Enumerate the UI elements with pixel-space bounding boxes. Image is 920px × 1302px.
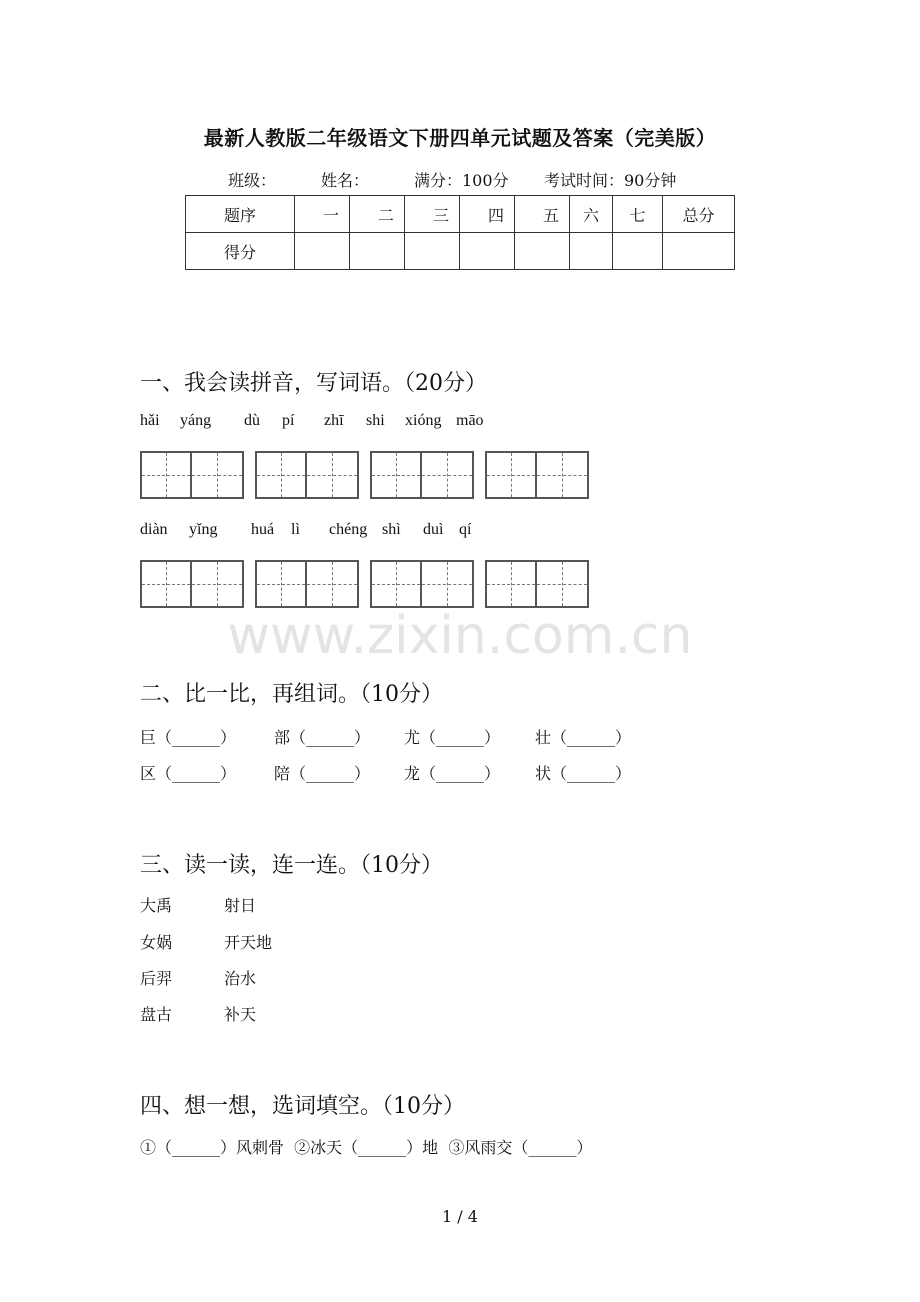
writing-cell[interactable] [370,560,422,608]
match-right[interactable]: 射日 [224,896,257,915]
pinyin: diàn [140,521,168,538]
page-number: 1 / 4 [442,1207,478,1226]
pinyin: yǐng [189,521,218,538]
writing-cell[interactable] [537,451,589,499]
pinyin: yáng [180,412,212,429]
score-table [185,195,735,270]
word-boxes [370,451,474,499]
writing-cell[interactable] [485,451,537,499]
score-cell[interactable] [663,233,735,270]
header-cell: 四 [460,196,515,233]
score-cell[interactable] [350,233,405,270]
pinyin: xióng [405,412,442,429]
word-boxes [140,451,244,499]
section-4-heading: 四、想一想，选词填空。（10分） [140,1094,465,1119]
header-cell: 总分 [663,196,735,233]
document-title: 最新人教版二年级语文下册四单元试题及答案（完美版） [203,126,717,150]
compare-item[interactable]: 龙（______） [404,764,501,783]
writing-cell[interactable] [537,560,589,608]
word-boxes [370,560,474,608]
writing-cell[interactable] [485,560,537,608]
header-cell: 二 [350,196,405,233]
header-cell: 六 [570,196,613,233]
pinyin: duì [423,521,444,538]
match-right[interactable]: 开天地 [224,933,273,952]
writing-cell[interactable] [307,560,359,608]
compare-item[interactable]: 尤（______） [404,728,501,747]
score-cell[interactable] [613,233,663,270]
header-cell: 题序 [186,196,295,233]
word-boxes [485,560,589,608]
watermark: www.zixin.com.cn [227,606,693,666]
writing-grid-row-2 [140,560,589,608]
full-score: 满分：100分 [414,171,509,190]
score-table-score-row [186,233,735,270]
writing-cell[interactable] [255,451,307,499]
pinyin: shi [366,412,385,429]
pinyin: pí [282,412,295,429]
writing-cell[interactable] [422,560,474,608]
match-right[interactable]: 补天 [224,1005,257,1024]
match-left[interactable]: 大禹 [140,896,173,915]
writing-cell[interactable] [307,451,359,499]
writing-grid-row-1 [140,451,589,499]
exam-time: 考试时间：90分钟 [544,171,677,190]
pinyin: hǎi [140,412,160,429]
score-cell[interactable] [570,233,613,270]
writing-cell[interactable] [192,451,244,499]
writing-cell[interactable] [140,451,192,499]
pinyin: māo [456,412,484,429]
compare-item[interactable]: 巨（______） [140,728,237,747]
score-cell[interactable] [460,233,515,270]
score-table-header-row [186,196,735,233]
writing-cell[interactable] [192,560,244,608]
compare-item[interactable]: 区（______） [140,764,237,783]
fill-in-line[interactable]: ①（______）风刺骨 ②冰天（______）地 ③风雨交（______） [140,1138,593,1157]
score-cell[interactable] [405,233,460,270]
writing-cell[interactable] [140,560,192,608]
pinyin: qí [459,521,472,538]
header-cell: 七 [613,196,663,233]
compare-item[interactable]: 状（______） [535,764,632,783]
header-cell: 五 [515,196,570,233]
header-cell: 三 [405,196,460,233]
compare-item[interactable]: 陪（______） [274,764,371,783]
word-boxes [140,560,244,608]
word-boxes [485,451,589,499]
writing-cell[interactable] [255,560,307,608]
section-3-heading: 三、读一读，连一连。（10分） [140,853,443,878]
match-left[interactable]: 后羿 [140,969,173,988]
word-boxes [255,560,359,608]
header-cell: 一 [295,196,350,233]
compare-item[interactable]: 部（______） [274,728,371,747]
match-right[interactable]: 治水 [224,969,257,988]
pinyin: lì [291,521,300,538]
pinyin: zhī [324,412,344,429]
section-2-heading: 二、比一比，再组词。（10分） [140,682,443,707]
compare-item[interactable]: 壮（______） [535,728,632,747]
word-boxes [255,451,359,499]
name-label: 姓名： [321,171,370,190]
writing-cell[interactable] [370,451,422,499]
class-label: 班级： [228,171,277,190]
pinyin: huá [251,521,275,538]
match-left[interactable]: 女娲 [140,933,173,952]
writing-cell[interactable] [422,451,474,499]
match-left[interactable]: 盘古 [140,1005,173,1024]
score-cell[interactable] [515,233,570,270]
score-row-label: 得分 [186,233,295,270]
score-cell[interactable] [295,233,350,270]
pinyin: chéng [329,521,368,538]
section-1-heading: 一、我会读拼音，写词语。（20分） [140,371,487,396]
pinyin: shì [382,521,401,538]
pinyin: dù [244,412,260,429]
